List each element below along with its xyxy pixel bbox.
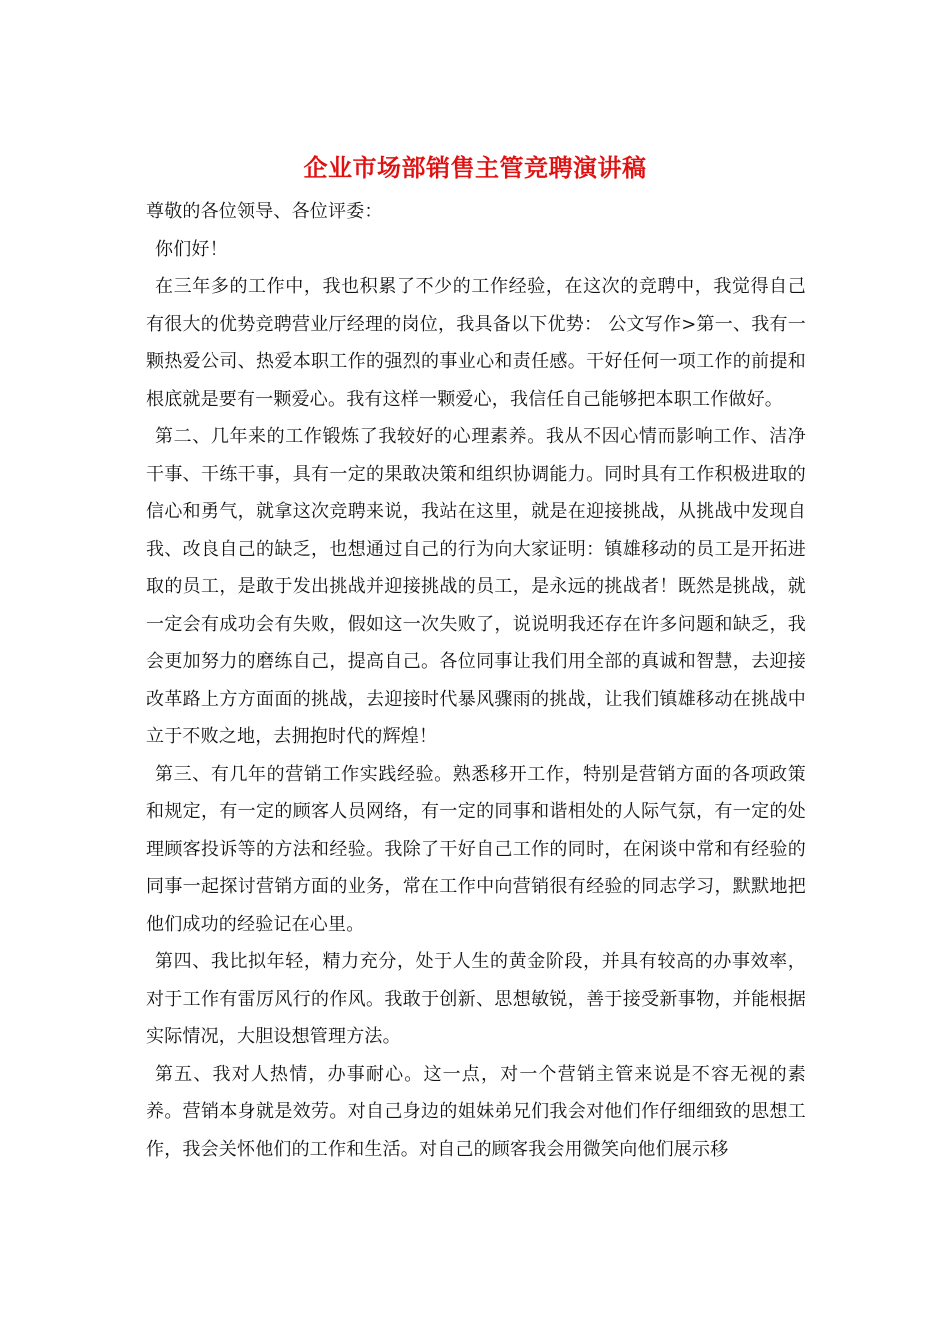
paragraph-fourth-advantage: 第四、我比拟年轻，精力充分，处于人生的黄金阶段，并具有较高的办事效率，对于工作有雷厉风行的作风。我敢于创新、思想敏锐，善于接受新事物，并能根据实际情况，大胆设想管理方法。: [146, 951, 806, 1047]
greeting: 你们好！: [155, 238, 228, 260]
paragraph-second-advantage: 第二、几年来的工作锻炼了我较好的心理素养。我从不因心情而影响工作、洁净干事、干练干事，具有一定的果敢决策和组织协调能力。同时具有工作积极进取的信心和勇气，就拿这次竞聘来说，我站在这里，就是在迎接挑战，从挑战中发现自我、改良自己的缺乏，也想通过自己的行为向大家证明：镇雄移动的员工是开拓进取的员工，是敢于发出挑战并迎接挑战的员工，是永远的挑战者！既然是挑战，就一定会有成功会有失败，假如这一次失败了，说说明我还存在许多问题和缺乏，我会更加努力的磨练自己，提高自己。各位同事让我们用全部的真诚和智慧，去迎接改革路上方方面面的挑战，去迎接时代暴风骤雨的挑战，让我们镇雄移动在挑战中立于不败之地，去拥抱时代的辉煌！: [146, 426, 806, 747]
paragraph-first-advantage: 在三年多的工作中，我也积累了不少的工作经验，在这次的竞聘中，我觉得自己有很大的优势竞聘营业厅经理的岗位，我具备以下优势： 公文写作>第一、我有一颗热爱公司、热爱本职工作的强烈的事业心和责任感。干好任何一项工作的前提和根底就是要有一颗爱心。我有这样一颗爱心，我信任自己能够把本职工作做好。: [146, 276, 806, 410]
salutation: 尊敬的各位领导、各位评委：: [146, 201, 383, 222]
document-title: 企业市场部销售主管竞聘演讲稿: [303, 153, 647, 182]
document-body: [146, 193, 806, 1168]
paragraph-third-advantage: 第三、有几年的营销工作实践经验。熟悉移开工作，特别是营销方面的各项政策和规定，有一定的顾客人员网络，有一定的同事和谐相处的人际气氛，有一定的处理顾客投诉等的方法和经验。我除了干好自己工作的同时，在闲谈中常和有经验的同事一起探讨营销方面的业务，常在工作中向营销很有经验的同志学习，默默地把他们成功的经验记在心里。: [146, 763, 806, 935]
paragraph-fifth-advantage: 第五、我对人热情，办事耐心。这一点，对一个营销主管来说是不容无视的素养。营销本身就是效劳。对自己身边的姐妹弟兄们我会对他们作仔细细致的思想工作，我会关怀他们的工作和生活。对自己的顾客我会用微笑向他们展示移: [146, 1063, 806, 1160]
